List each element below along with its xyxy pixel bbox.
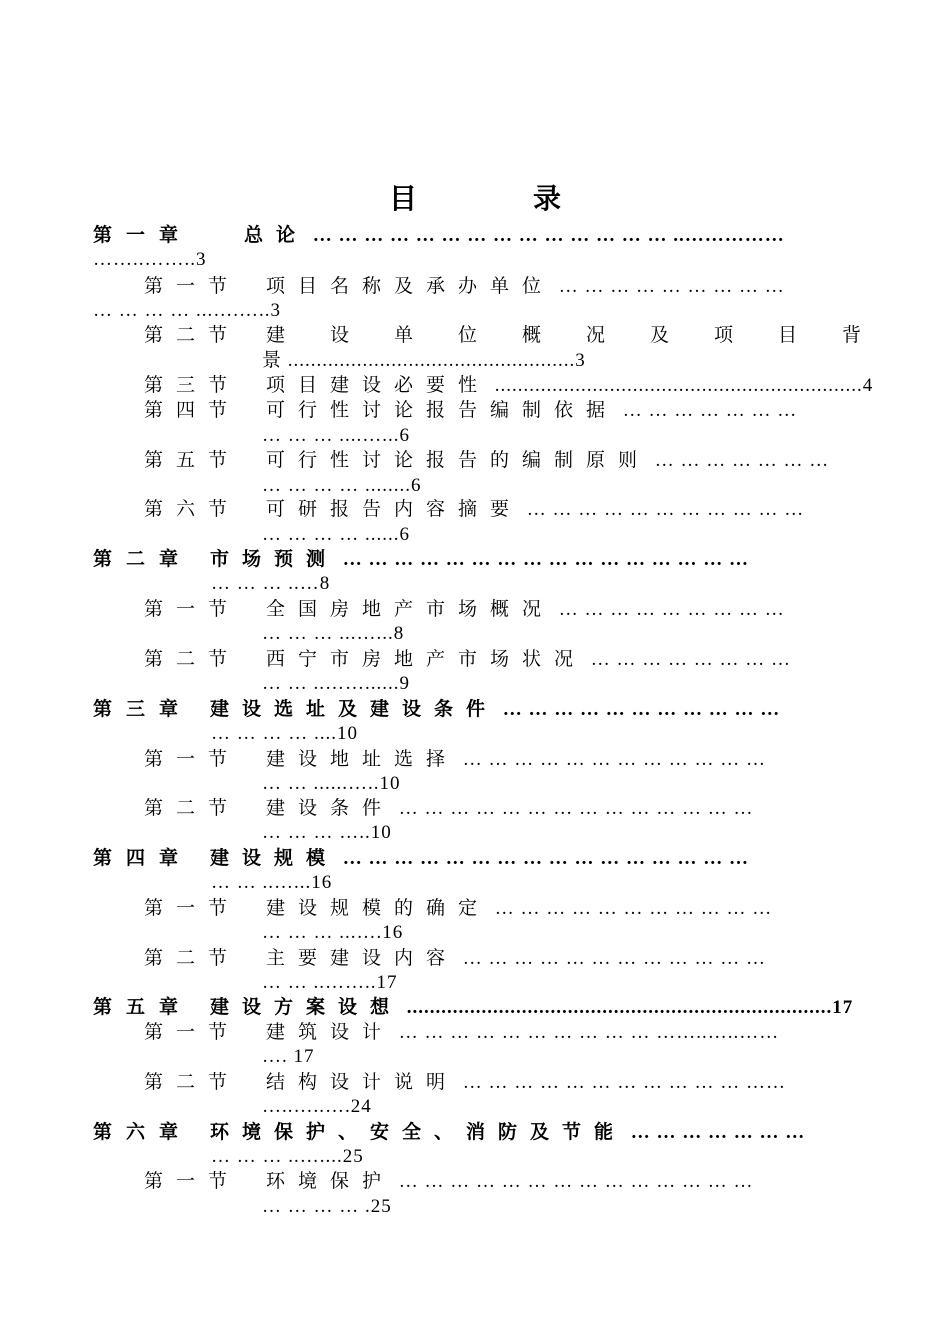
page-number: … … … … .25 [262,1196,392,1217]
section-number: 第三节 [144,375,241,396]
toc-continuation-line [262,971,398,995]
page-number: … … … … ....10 [211,723,358,744]
page-number: … … ..…...16 [211,872,333,893]
section-number: 第二节 [144,325,241,346]
section-title: 环境保护 [266,1171,395,1192]
toc-continuation-line [262,821,392,845]
dot-leader: … … … … … … … … … [558,276,785,297]
toc-continuation-line [262,523,410,547]
page-number: … … ......…..10 [262,773,401,794]
page-number: … … … ..…....25 [211,1146,364,1167]
dot-leader: … … … … … … … [622,400,798,421]
dot-leader: … … … … … … … … … … … … … … … … [342,848,750,869]
dot-leader: … … … … … … … … … … … … … … [398,1171,754,1192]
toc-continuation-line [93,299,281,323]
toc-section-line[interactable] [144,449,829,473]
section-number: 第一节 [144,1022,241,1043]
toc-continuation-line [262,1195,392,1219]
section-title: 项目名称及承办单位 [266,276,555,297]
toc-section-line[interactable] [144,947,766,971]
dot-leader: … … … … … … … … … … … …… [462,1072,787,1093]
chapter-title: 建设方案设想 [210,997,403,1018]
toc-continuation-line [211,871,332,895]
chapter-number: 第四章 [93,848,193,869]
section-number: 第四节 [144,400,241,421]
section-title: 结构设计说明 [266,1072,459,1093]
dot-leader: ................................................................4 [494,375,874,396]
dot-leader: ..........................................................................17 [406,997,854,1018]
toc-section-line[interactable] [144,648,791,672]
page-number: … … … ..…8 [211,573,331,594]
dot-leader: … … … … … … … … … … … [494,898,773,919]
chapter-title: 市场预测 [210,549,339,570]
chapter-title: 总论 [244,225,309,246]
section-number: 第二节 [144,798,241,819]
page-number: 景 ..................................................3 [262,350,586,371]
chapter-number: 第六章 [93,1122,193,1143]
section-title: 建筑设计 [266,1022,395,1043]
section-title: 全国房地产市场概况 [266,599,555,620]
page-number: … … … ....…...6 [262,425,410,446]
page-number: … … … ...…...8 [262,623,405,644]
dot-leader: … … … … … … … … … … … … … … [398,798,754,819]
toc-continuation-line [211,1145,364,1169]
page-number: ……..……..3 [93,249,207,270]
section-number: 第二节 [144,948,241,969]
toc-continuation-line [262,474,422,498]
section-title: 西宁市房地产市场状况 [266,649,587,670]
page-number: … … … …..10 [262,822,392,843]
chapter-number: 第二章 [93,549,193,570]
toc-continuation-line [262,921,403,945]
section-title: 建 设 单 位 概 况 及 项 目 背 [266,325,875,346]
toc-continuation-line [262,1045,315,1069]
toc-continuation-line [262,772,401,796]
toc-continuation-line [262,622,404,646]
toc-section-line[interactable] [144,399,797,423]
toc-chapter-line[interactable] [93,548,749,572]
toc-section-line[interactable] [144,1071,786,1095]
toc-chapter-line[interactable] [93,224,785,248]
chapter-number: 第三章 [93,699,193,720]
toc-continuation-line [262,672,410,696]
chapter-title: 建设选址及建设条件 [210,699,499,720]
toc-chapter-line[interactable] [93,847,749,871]
toc-continuation-line [211,722,358,746]
section-title: 可行性讨论报告的编制原则 [266,450,651,471]
page-number: …..…..….24 [262,1096,372,1117]
toc-continuation-line [262,424,410,448]
toc-section-line[interactable] [144,1170,754,1194]
section-title: 建设条件 [266,798,395,819]
toc-section-line[interactable] [144,275,785,299]
dot-leader: … … … … … … … … [590,649,792,670]
dot-leader: … … … … … … … … … … ……..…..…… [398,1022,780,1043]
toc-continuation-line [93,248,207,272]
page-number: … … … … ......6 [262,524,410,545]
section-number: 第一节 [144,1171,241,1192]
toc-chapter-line[interactable] [93,996,853,1020]
page-number: … … … … ...….…..3 [93,300,281,321]
dot-leader: … … … … … … … … … … … [526,499,805,520]
dot-leader: … … … … … … … … … … … … … … ..…………… [312,225,785,246]
page-number: … … … … ........6 [262,475,422,496]
section-number: 第二节 [144,649,241,670]
page-number: … … … ...….16 [262,922,404,943]
section-number: 第二节 [144,1072,241,1093]
section-number: 第五节 [144,450,241,471]
section-title: 建设规模的确定 [266,898,491,919]
page-number: … … ..……......9 [262,673,410,694]
toc-section-line[interactable] [144,498,804,522]
toc-section-line[interactable] [144,374,873,398]
toc-section-line[interactable] [144,324,874,348]
toc-continuation-line [262,349,586,373]
section-number: 第一节 [144,898,241,919]
chapter-number: 第一章 [93,225,193,246]
toc-continuation-line [262,1095,372,1119]
chapter-title: 环境保护、安全、消防及节能 [210,1122,627,1143]
toc-chapter-line[interactable] [93,1121,805,1145]
toc-section-line[interactable] [144,897,772,921]
toc-section-line[interactable] [144,598,785,622]
page-number: … … ..……..17 [262,972,398,993]
toc-section-line[interactable] [144,1021,779,1045]
toc-section-line[interactable] [144,748,766,772]
section-number: 第六节 [144,499,241,520]
section-title: 可行性讨论报告编制依据 [266,400,619,421]
toc-chapter-line[interactable] [93,698,780,722]
dot-leader: … … … … … … … [654,450,830,471]
section-title: 主要建设内容 [266,948,459,969]
section-title: 建设地址选择 [266,749,459,770]
toc-section-line[interactable] [144,797,754,821]
toc-continuation-line [211,572,330,596]
section-number: 第一节 [144,599,241,620]
section-number: 第一节 [144,276,241,297]
dot-leader: … … … … … … … [630,1122,806,1143]
section-title: 可研报告内容摘要 [266,499,523,520]
dot-leader: … … … … … … … … … [558,599,785,620]
dot-leader: … … … … … … … … … … … … … … … … [342,549,750,570]
page-number: …. 17 [262,1046,315,1067]
dot-leader: … … … … … … … … … … … … [462,749,767,770]
dot-leader: … … … … … … … … … … … [502,699,781,720]
section-number: 第一节 [144,749,241,770]
chapter-title: 建设规模 [210,848,339,869]
dot-leader: … … … … … … … … … … … … [462,948,767,969]
section-title: 项目建设必要性 [266,375,491,396]
toc-title: 目 录 [388,184,605,215]
chapter-number: 第五章 [93,997,193,1018]
